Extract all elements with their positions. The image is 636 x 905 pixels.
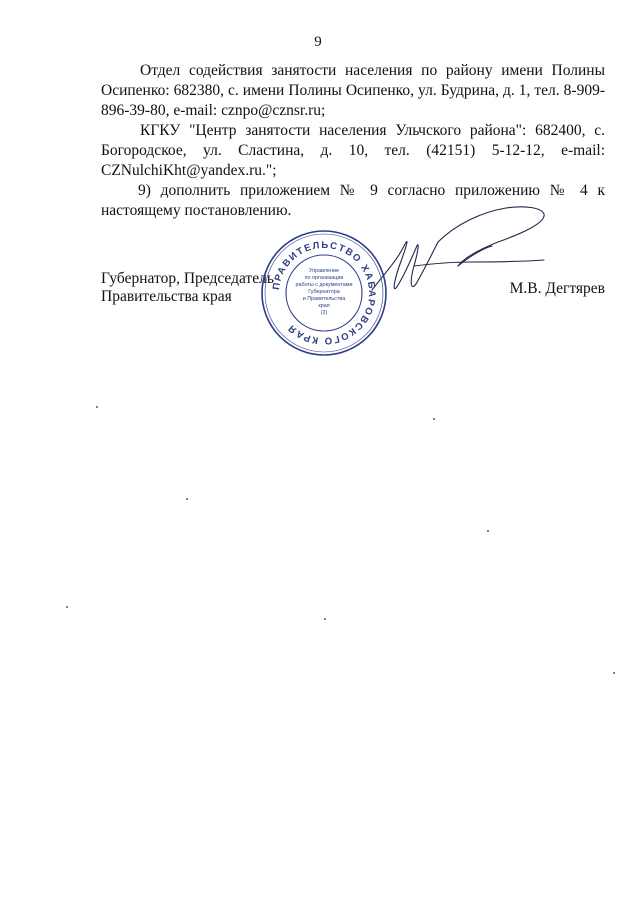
- scan-speck: [487, 530, 489, 532]
- signatory-name: М.В. Дегтярев: [509, 280, 605, 297]
- paragraph-ulchsky: КГКУ "Центр занятости населения Ульчского района": 682400, с. Богородское, ул. Сластина, д. 10, тел. (42151) 5-12-12, e-mail: CZNulchiKht@yandex.ru.";: [101, 122, 605, 179]
- seal-ring-text: ПРАВИТЕЛЬСТВО ХАБАРОВСКОГО КРАЯ: [270, 239, 378, 347]
- seal-center-line: Управление: [309, 268, 339, 274]
- scan-speck: [324, 618, 326, 620]
- scan-speck: [433, 418, 435, 420]
- seal-center-line: по организации: [304, 275, 344, 281]
- seal-center-line: (2): [320, 310, 328, 316]
- paragraph-osipenko: Отдел содействия занятости населения по району имени Полины Осипенко: 682380, с. имени Полины Осипенко, ул. Будрина, д. 1, тел. 8-909-896-39-80, e-mail: cznpo@cznsr.ru;: [101, 62, 605, 119]
- document-body: [101, 61, 605, 221]
- seal-center-line: и Правительства: [302, 296, 346, 302]
- signatory-title: [101, 270, 274, 306]
- signature-block: [101, 239, 605, 364]
- signatory-title-line2: Правительства края: [101, 288, 232, 305]
- seal-center-line: края: [318, 303, 330, 309]
- paragraph-amendment-9: 9) дополнить приложением № 9 согласно приложению № 4 к настоящему постановлению.: [101, 182, 605, 219]
- scan-speck: [96, 406, 98, 408]
- page-number: 9: [314, 34, 322, 50]
- scan-speck: [66, 606, 68, 608]
- scan-speck: [613, 672, 615, 674]
- seal-center-line: Губернатора: [308, 289, 340, 295]
- signatory-title-line1: Губернатор, Председатель: [101, 270, 274, 287]
- seal-center-line: работы с документами: [295, 282, 353, 288]
- scan-speck: [186, 498, 188, 500]
